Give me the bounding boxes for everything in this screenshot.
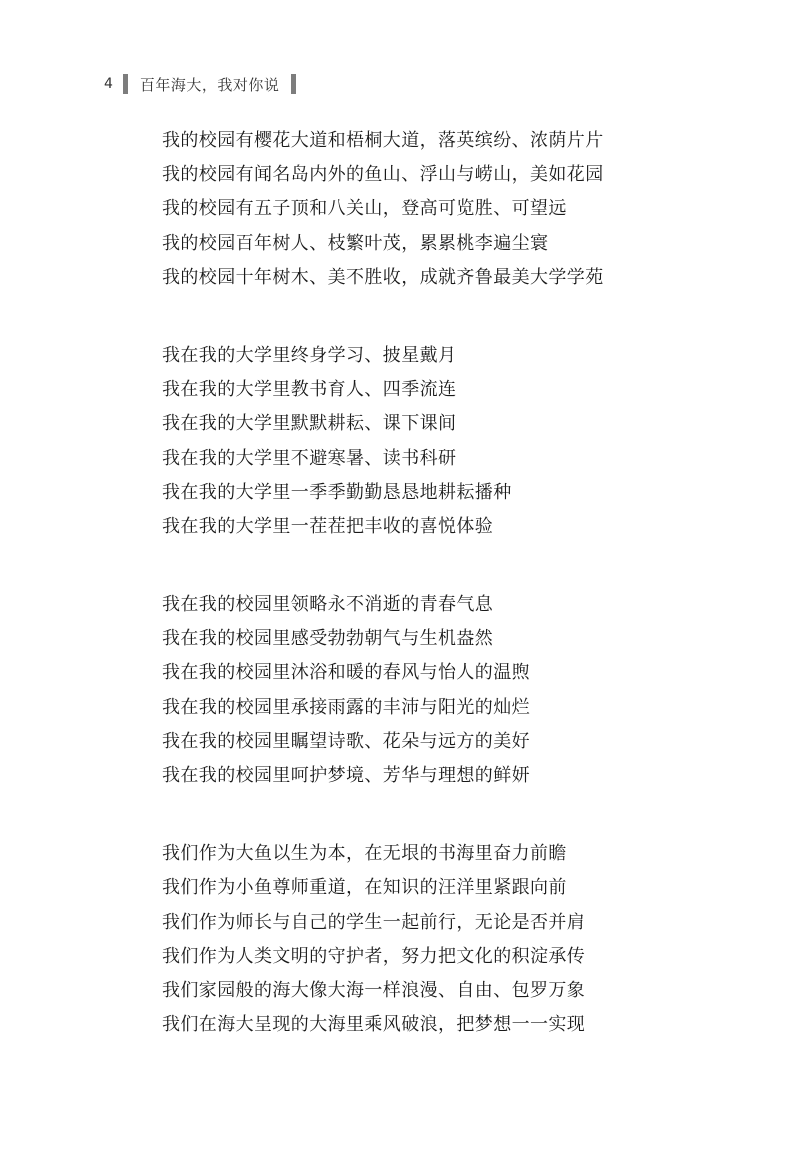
poem-line: 我在我的大学里默默耕耘、课下课间	[162, 413, 457, 435]
poem-line: 我们作为大鱼以生为本，在无垠的书海里奋力前瞻	[162, 843, 567, 865]
poem-line: 我在我的校园里感受勃勃朝气与生机盎然	[162, 628, 494, 650]
poem-line: 我在我的大学里终身学习、披星戴月	[162, 344, 457, 366]
poem-line: 我在我的校园里承接雨露的丰沛与阳光的灿烂	[162, 696, 530, 718]
poem-line: 我的校园有樱花大道和梧桐大道，落英缤纷、浓荫片片	[162, 130, 604, 151]
poem-line: 我们在海大呈现的大海里乘风破浪，把梦想一一实现	[162, 1014, 586, 1036]
stanza	[162, 339, 762, 544]
poem-line: 我在我的大学里一茬茬把丰收的喜悦体验	[162, 515, 494, 537]
poem-line: 我在我的校园里呵护梦境、芳华与理想的鲜妍	[162, 765, 530, 786]
poem-body	[162, 124, 762, 1042]
header-divider-bar	[291, 74, 296, 94]
poem-line: 我的校园有五子顶和八关山，登高可览胜、可望远	[162, 198, 567, 220]
poem-line: 我的校园十年树木、美不胜收，成就齐鲁最美大学学苑	[162, 266, 604, 288]
poem-line: 我在我的大学里教书育人、四季流连	[162, 379, 457, 401]
running-header	[104, 72, 296, 96]
poem-line: 我们家园般的海大像大海一样浪漫、自由、包罗万象	[162, 979, 586, 1001]
stanza	[162, 124, 762, 295]
stanza	[162, 588, 762, 793]
poem-line: 我在我的校园里沐浴和暖的春风与怡人的温煦	[162, 662, 530, 684]
poem-line: 我们作为小鱼尊师重道，在知识的汪洋里紧跟向前	[162, 877, 567, 899]
poem-line: 我们作为师长与自己的学生一起前行，无论是否并肩	[162, 911, 586, 933]
poem-line: 我在我的大学里不避寒暑、读书科研	[162, 447, 457, 469]
running-title: 百年海大，我对你说	[139, 75, 280, 94]
poem-line: 我在我的校园里瞩望诗歌、花朵与远方的美好	[162, 730, 530, 752]
poem-line: 我在我的大学里一季季勤勤恳恳地耕耘播种	[162, 481, 512, 503]
poem-line: 我的校园有闻名岛内外的鱼山、浮山与崂山，美如花园	[162, 164, 604, 186]
poem-line: 我在我的校园里领略永不消逝的青春气息	[162, 594, 494, 616]
stanza	[162, 837, 762, 1042]
poem-line: 我的校园百年树人、枝繁叶茂，累累桃李遍尘寰	[162, 232, 549, 254]
page-number: 4	[104, 76, 113, 92]
poem-line: 我们作为人类文明的守护者，努力把文化的积淀承传	[162, 945, 586, 967]
header-divider-bar	[123, 74, 128, 94]
